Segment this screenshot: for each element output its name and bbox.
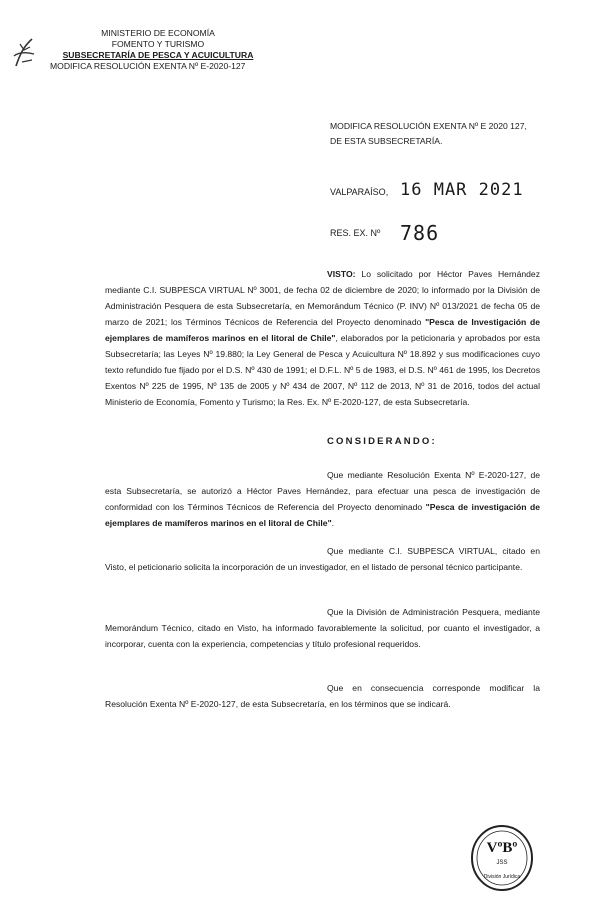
ministry-subtitle: FOMENTO Y TURISMO — [111, 39, 205, 49]
c1-project-title: "Pesca de investigación de ejemplares de mamíferos marinos en el litoral de Chile" — [105, 502, 540, 528]
resolution-label: RES. EX. Nº — [330, 228, 381, 238]
resolution-number: 786 — [400, 221, 440, 245]
ministry-logo-icon — [10, 36, 40, 70]
considerando-paragraph-2 — [105, 543, 540, 575]
visto-label: VISTO: — [327, 269, 356, 279]
c2-lead: Que mediante C.I. SUBPESCA VIRTUAL, citado en — [327, 546, 540, 556]
ministry-name: MINISTERIO DE ECONOMÍA — [101, 28, 215, 38]
considerando-paragraph-3 — [105, 604, 540, 652]
approval-stamp — [467, 822, 537, 894]
c1-text: de esta Subsecretaría, se autorizó a Héctor Paves Hernández, para efectuar una pesca de investigación de conformidad con los Términos Técnicos de Referencia del Proyecto denominado — [105, 470, 541, 512]
subject-line-1: MODIFICA RESOLUCIÓN EXENTA Nº E 2020 127, — [330, 121, 527, 131]
stamp-top-text: VºBº — [486, 840, 518, 856]
c4-text: Resolución Exenta Nº E-2020-127, de esta Subsecretaría, en los términos que se indicará. — [105, 699, 451, 709]
c1-end: . — [331, 518, 335, 528]
subsecretaria-name: SUBSECRETARÍA DE PESCA Y ACUICULTURA — [62, 50, 254, 60]
document-reference: MODIFICA RESOLUCIÓN EXENTA Nº E-2020-127 — [50, 61, 246, 71]
place-label: VALPARAÍSO, — [330, 187, 389, 197]
document-subject — [330, 119, 570, 149]
c2-text: Visto, el peticionario solicita la incorporación de un investigador, en el listado de personal técnico participante. — [105, 562, 523, 572]
letterhead — [50, 28, 258, 72]
considerando-heading: CONSIDERANDO: — [327, 436, 437, 447]
subject-line-2: DE ESTA SUBSECRETARÍA. — [330, 136, 443, 146]
stamp-bottom-text: División Jurídica — [483, 874, 521, 880]
considerando-paragraph-1 — [105, 467, 540, 531]
visto-text-1: Lo solicitado por Héctor Paves Hernández mediante C.I. SUBPESCA VIRTUAL Nº 3001, de fecha 02 de diciembre de 2020; lo informado por la División de Administración Pesquera de esta Subsecretaría, en Memorándum Técnico (P. INV) Nº 013/2021 de fecha 05 de marzo de 2021; los Términos Técnicos de Referencia del Proyecto denominado — [105, 269, 540, 327]
visto-project-title: "Pesca de Investigación de ejemplares de mamíferos marinos en el litoral de Chile" — [105, 317, 540, 343]
c3-lead: Que la División de Administración Pesquera, — [327, 607, 502, 617]
visto-text-2: , elaborados por la peticionaria y aprobados por esta Subsecretaría; las Leyes Nº 19.880; la Ley General de Pesca y Acuicultura Nº 18.892 y sus modificaciones cuyo texto refundido fue fijado por el D.S. Nº 430 de 1991; el D.F.L. Nº 5 de 1983, el D.S. Nº 461 de 1995, los Decretos Exentos Nº 225 de 1995, Nº 135 de 2005 y Nº 434 de 2007, Nº 112 de 2013, Nº 31 de 2016, todos del actual Ministerio de Economía, Fomento y Turismo; la Res. Ex. Nº E-2020-127, de esta Subsecretaría. — [105, 333, 540, 407]
stamp-middle-text: JSS — [496, 860, 508, 866]
stamp-icon — [467, 822, 537, 894]
c4-lead: Que en consecuencia corresponde modificar la — [327, 683, 540, 693]
visto-paragraph — [105, 266, 540, 410]
c1-lead: Que mediante Resolución Exenta Nº E-2020-127, — [327, 470, 527, 480]
c3-text: mediante Memorándum Técnico, citado en Visto, ha informado favorablemente la solicitud, por cuanto el investigador, a incorporar, cuenta con la experiencia, competencias y título profesional requeridos. — [105, 607, 540, 649]
date-stamp: 16 MAR 2021 — [400, 180, 524, 200]
considerando-paragraph-4 — [105, 680, 540, 712]
